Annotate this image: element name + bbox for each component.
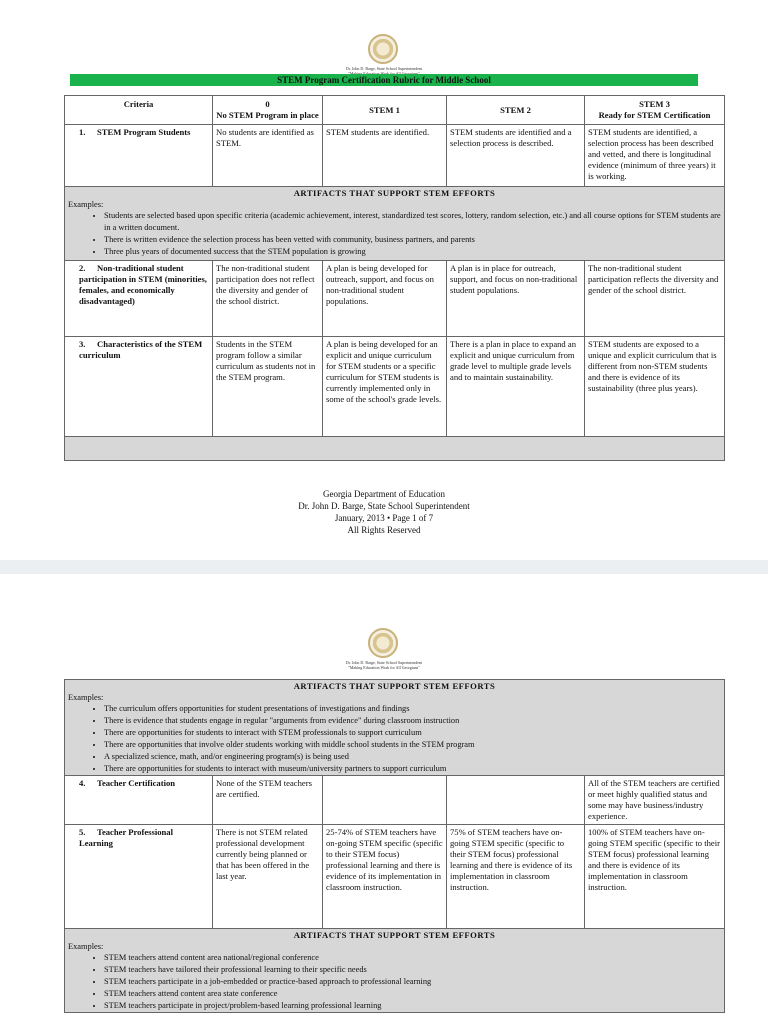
georgia-seal-icon [368, 628, 398, 658]
header-col2: STEM 2 [447, 96, 585, 125]
table-header-row [65, 96, 725, 125]
list-item: • There is evidence that students engage in regular "arguments from evidence" during classroom instruction [104, 715, 721, 727]
list-item: • STEM teachers participate in project/problem-based learning professional learning [104, 1000, 721, 1012]
rubric-table-1 [64, 95, 725, 461]
georgia-seal-icon [368, 34, 398, 64]
level-0-cell: No students are identified as STEM. [213, 125, 323, 187]
rubric-table-2 [64, 679, 725, 1013]
artifacts-title: ARTIFACTS THAT SUPPORT STEM EFFORTS [293, 681, 496, 691]
table-row [65, 825, 725, 929]
seal-caption: Dr. John D. Barge, State School Superintendent "Making Education Work for All Georgians" [345, 660, 423, 670]
level-2-cell [447, 776, 585, 825]
list-item: • There are opportunities for students to interact with STEM professionals to support curriculum [104, 727, 721, 739]
level-0-cell: Students in the STEM program follow a similar curriculum as students not in the STEM program. [213, 337, 323, 437]
level-0-cell: None of the STEM teachers are certified. [213, 776, 323, 825]
header-col0: 0 No STEM Program in place [213, 96, 323, 125]
criteria-cell: 2. Non-traditional student participation in STEM (minorities, females, and economically disadvantaged) [65, 261, 213, 337]
artifacts-row [65, 187, 725, 261]
level-2-cell: 75% of STEM teachers have on-going STEM specific (specific to their STEM focus) professional learning and there is evidence of its implementation in classroom instruction. [447, 825, 585, 929]
level-0-cell: There is not STEM related professional development currently being planned or that has been offered in the last year. [213, 825, 323, 929]
criteria-cell: 3. Characteristics of the STEM curriculum [65, 337, 213, 437]
examples-label: Examples: [68, 942, 104, 951]
artifacts-row [65, 680, 725, 776]
empty-artifacts-row [65, 437, 725, 461]
level-2-cell: STEM students are identified and a selection process is described. [447, 125, 585, 187]
level-2-cell: A plan is in place for outreach, support, and focus on non-traditional student populations. [447, 261, 585, 337]
seal-caption: Dr. John D. Barge, State School Superintendent [345, 66, 423, 71]
level-3-cell: All of the STEM teachers are certified or meet highly qualified status and some may have business/industry experience. [585, 776, 725, 825]
level-1-cell: A plan is being developed for an explicit and unique curriculum for STEM students or a specific curriculum for STEM students is currently implemented only in some of the school's grade levels. [323, 337, 447, 437]
list-item: • There are opportunities that involve older students working with middle school students in the STEM program [104, 739, 721, 751]
examples-label: Examples: [68, 200, 104, 209]
level-1-cell: STEM students are identified. [323, 125, 447, 187]
header-col1: STEM 1 [323, 96, 447, 125]
table-row [65, 776, 725, 825]
list-item: • STEM teachers attend content area national/regional conference [104, 952, 721, 964]
criteria-cell: 4. Teacher Certification [65, 776, 213, 825]
level-3-cell: STEM students are exposed to a unique and explicit curriculum that is different from non-STEM students and there is evidence of its sustainability (three plus years). [585, 337, 725, 437]
artifacts-row [65, 929, 725, 1013]
list-item: • The curriculum offers opportunities for student presentations of investigations and findings [104, 703, 721, 715]
level-1-cell [323, 776, 447, 825]
table-row [65, 337, 725, 437]
page-title: STEM Program Certification Rubric for Middle School [70, 74, 698, 86]
document-page-2 [0, 574, 768, 1024]
list-item: • Three plus years of documented success that the STEM population is growing [104, 246, 721, 258]
criteria-cell: 1. STEM Program Students [65, 125, 213, 187]
header-col3: STEM 3 Ready for STEM Certification [585, 96, 725, 125]
level-3-cell: STEM students are identified, a selection process has been described and vetted, and there is longitudinal evidence (minimum of three years) it is working. [585, 125, 725, 187]
level-3-cell: 100% of STEM teachers have on-going STEM specific (specific to their STEM focus) professional learning and there is evidence of its implementation in classroom instruction. [585, 825, 725, 929]
examples-list [68, 703, 721, 775]
list-item: • STEM teachers participate in a job-embedded or practice-based approach to professional learning [104, 976, 721, 988]
examples-label: Examples: [68, 693, 104, 702]
header-criteria: Criteria [65, 96, 213, 125]
page-footer: Georgia Department of Education Dr. John D. Barge, State School Superintendent January, 2013 • Page 1 of 7 All Rights Reserved [298, 489, 470, 535]
level-1-cell: 25-74% of STEM teachers have on-going STEM specific (specific to their STEM focus) professional learning and there is evidence of its implementation in classroom instruction. [323, 825, 447, 929]
artifacts-title: ARTIFACTS THAT SUPPORT STEM EFFORTS [293, 188, 496, 198]
artifacts-title: ARTIFACTS THAT SUPPORT STEM EFFORTS [293, 930, 496, 940]
level-0-cell: The non-traditional student participation does not reflect the diversity and gender of the school district. [213, 261, 323, 337]
level-1-cell: A plan is being developed for outreach, support, and focus on non-traditional student populations. [323, 261, 447, 337]
list-item: • There are opportunities for students to interact with museum/university partners to support curriculum [104, 763, 721, 775]
table-row [65, 125, 725, 187]
list-item: • STEM teachers have tailored their professional learning to their specific needs [104, 964, 721, 976]
examples-list [68, 952, 721, 1012]
examples-list [68, 210, 721, 258]
table-row [65, 261, 725, 337]
criteria-cell: 5. Teacher Professional Learning [65, 825, 213, 929]
list-item: • Students are selected based upon specific criteria (academic achievement, interest, standardized test scores, lottery, random selection, etc.) and all course options for STEM students are in a written document. [104, 210, 721, 234]
list-item: • There is written evidence the selection process has been vetted with community, business partners, and parents [104, 234, 721, 246]
list-item: • STEM teachers attend content area state conference [104, 988, 721, 1000]
level-2-cell: There is a plan in place to expand an explicit and unique curriculum from grade level to multiple grade levels and to maintain sustainability. [447, 337, 585, 437]
list-item: • A specialized science, math, and/or engineering program(s) is being used [104, 751, 721, 763]
level-3-cell: The non-traditional student participation reflects the diversity and gender of the school district. [585, 261, 725, 337]
